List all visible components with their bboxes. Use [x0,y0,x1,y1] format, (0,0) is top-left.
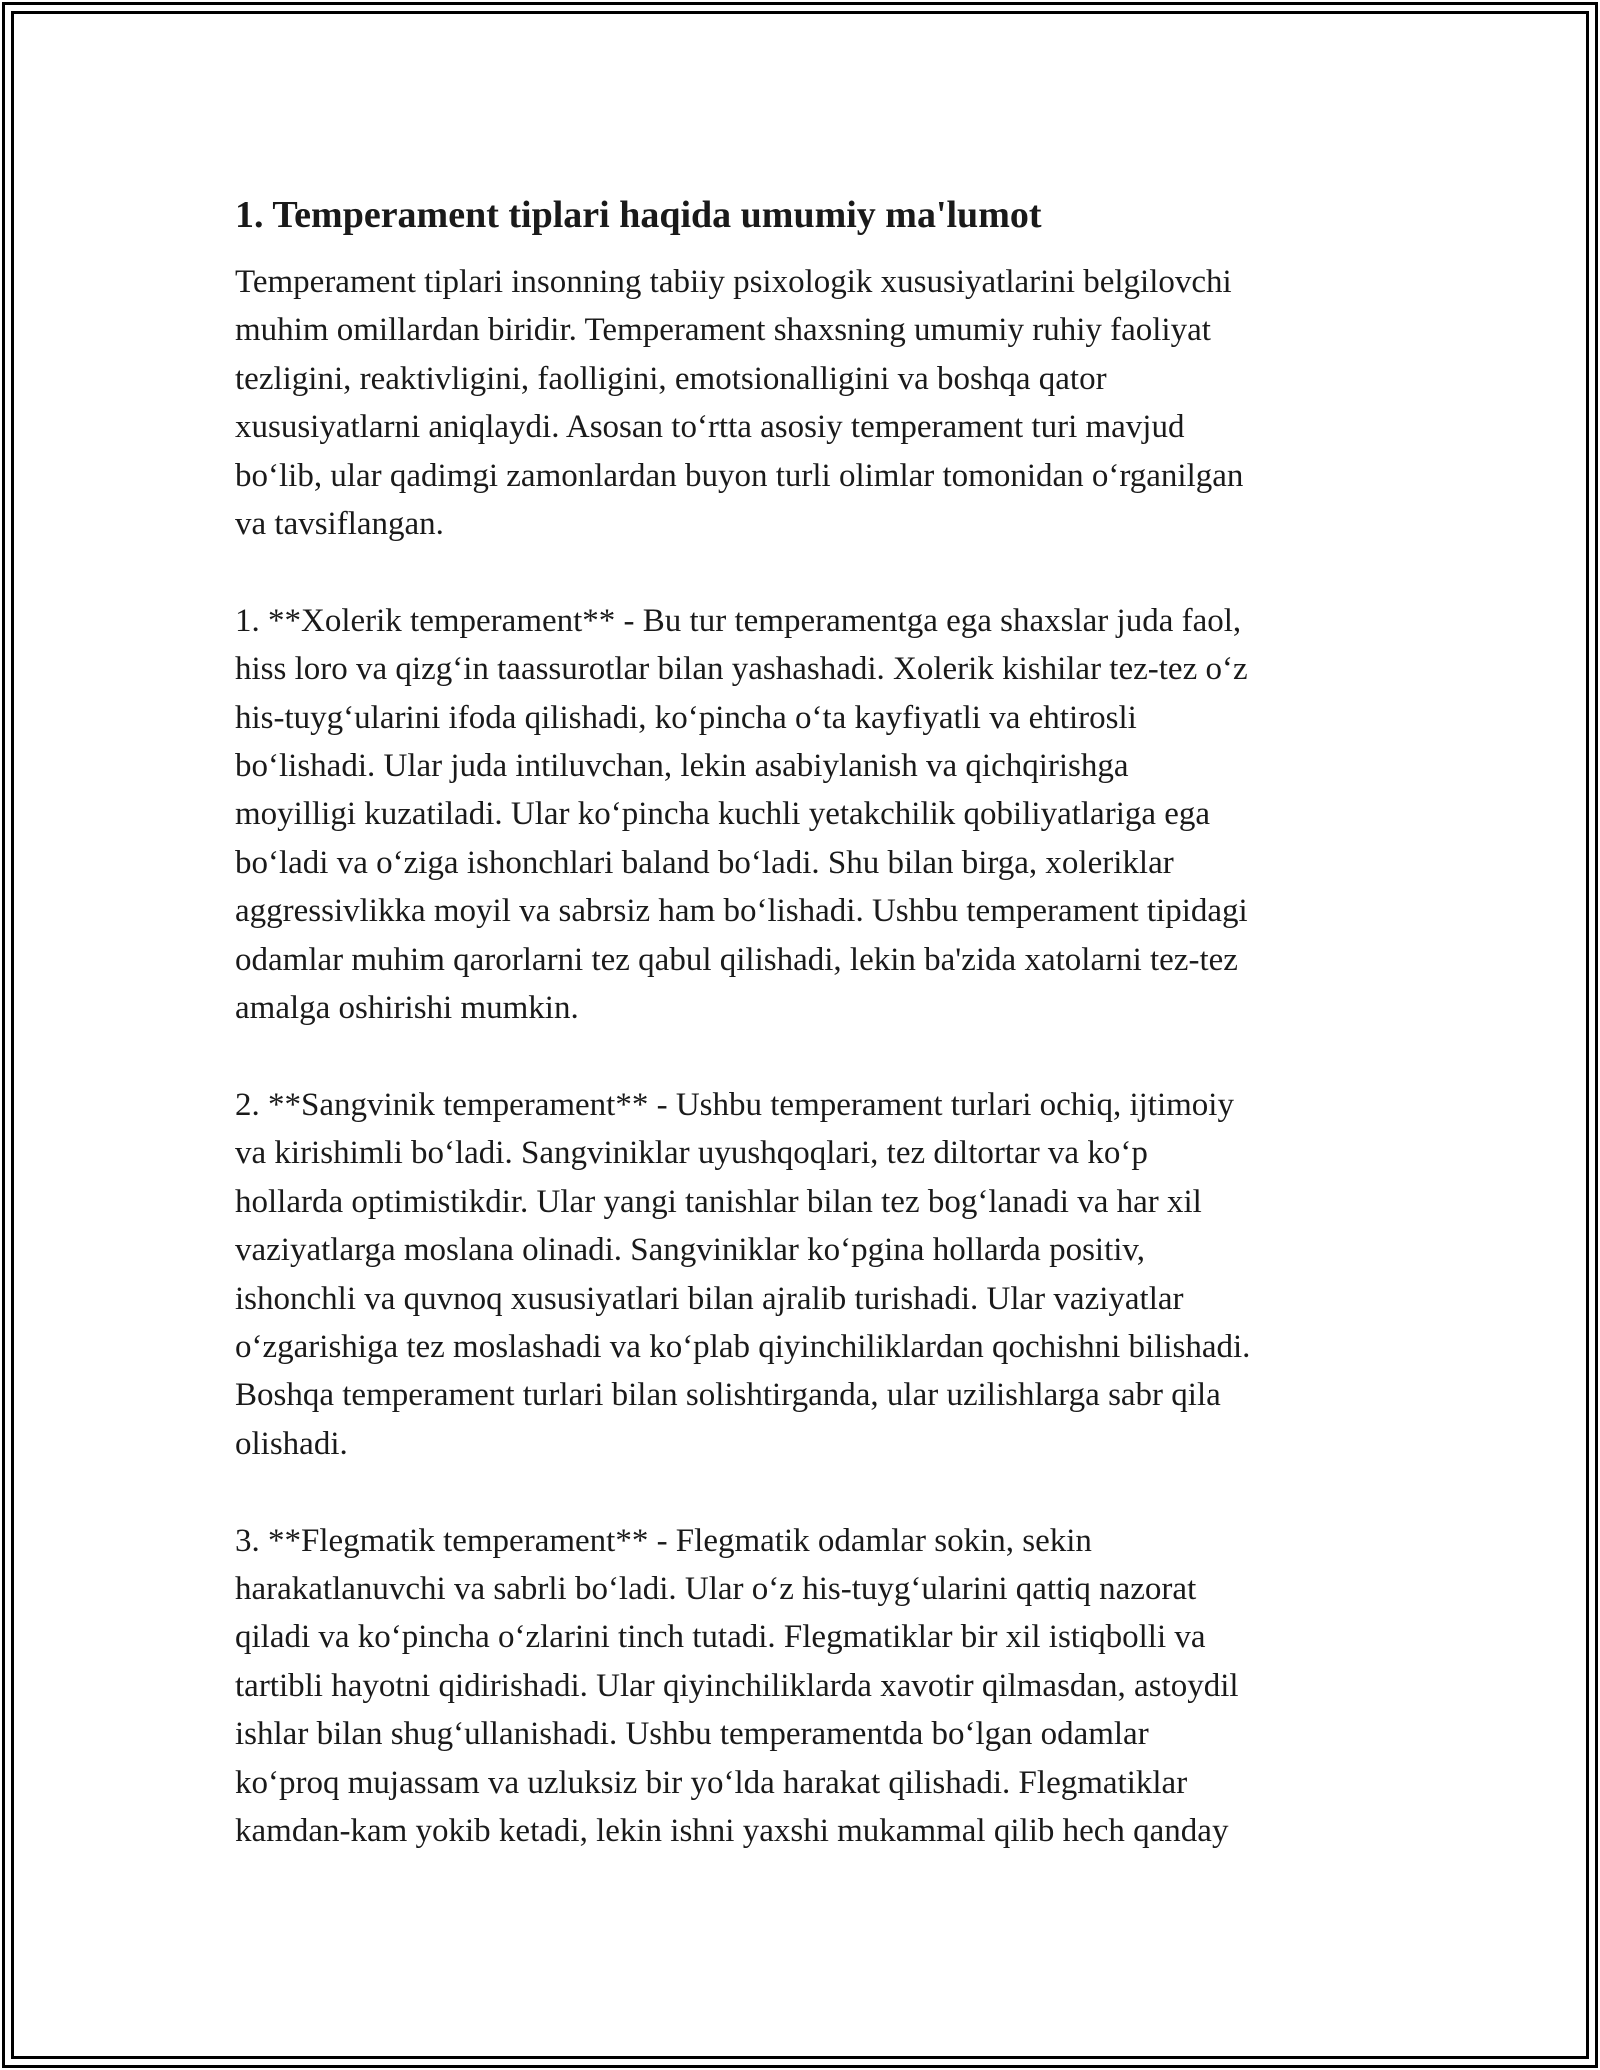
text-line: ishlar bilan shug‘ullanishadi. Ushbu temperamentda bo‘lgan odamlar [235,1716,1149,1753]
paragraph-intro [235,258,1365,548]
text-line: his-tuyg‘ularini ifoda qilishadi, ko‘pincha o‘ta kayfiyatli va ehtirosli [235,699,1137,736]
text-line: ishonchli va quvnoq xususiyatlari bilan ajralib turishadi. Ular vaziyatlar [235,1280,1184,1317]
text-line: kamdan-kam yokib ketadi, lekin ishni yaxshi mukammal qilib hech qanday [235,1812,1229,1849]
text-line: olishadi. [235,1425,348,1462]
text-line: odamlar muhim qarorlarni tez qabul qilishadi, lekin ba'zida xatolarni tez-tez [235,941,1238,978]
paragraph-xolerik [235,597,1365,1033]
text-line: qiladi va ko‘pincha o‘zlarini tinch tutadi. Flegmatiklar bir xil istiqbolli va [235,1619,1206,1656]
text-line: harakatlanuvchi va sabrli bo‘ladi. Ular o‘z his-tuyg‘ularini qattiq nazorat [235,1570,1197,1607]
paragraph-flegmatik [235,1517,1365,1856]
paragraph-spacer [235,548,1365,596]
text-line: 3. **Flegmatik temperament** - Flegmatik odamlar sokin, sekin [235,1522,1092,1559]
text-line: 1. **Xolerik temperament** - Bu tur temperamentga ega shaxslar juda faol, [235,602,1242,639]
text-line: va kirishimli bo‘ladi. Sangviniklar uyushqoqlari, tez diltortar va ko‘p [235,1135,1148,1172]
text-line: vaziyatlarga moslana olinadi. Sangviniklar ko‘pgina hollarda positiv, [235,1232,1146,1269]
text-line: amalga oshirishi mumkin. [235,990,579,1027]
text-line: bo‘lib, ular qadimgi zamonlardan buyon turli olimlar tomonidan o‘rganilgan [235,457,1244,494]
text-line: bo‘lishadi. Ular juda intiluvchan, lekin asabiylanish va qichqirishga [235,748,1129,785]
text-line: xususiyatlarni aniqlaydi. Asosan to‘rtta asosiy temperament turi mavjud [235,409,1185,446]
text-line: hollarda optimistikdir. Ular yangi tanishlar bilan tez bog‘lanadi va har xil [235,1183,1202,1220]
text-line: aggressivlikka moyil va sabrsiz ham bo‘lishadi. Ushbu temperament tipidagi [235,893,1248,930]
text-line: Boshqa temperament turlari bilan solishtirganda, ular uzilishlarga sabr qila [235,1377,1221,1414]
text-line: moyilligi kuzatiladi. Ular ko‘pincha kuchli yetakchilik qobiliyatlariga ega [235,796,1211,833]
text-line: ko‘proq mujassam va uzluksiz bir yo‘lda harakat qilishadi. Flegmatiklar [235,1764,1188,1801]
text-line: hiss loro va qizg‘in taassurotlar bilan yashashadi. Xolerik kishilar tez-tez o‘z [235,651,1248,688]
text-line: va tavsiflangan. [235,506,444,543]
paragraph-spacer [235,1468,1365,1516]
document-page [235,188,1365,1855]
paragraph-spacer [235,1032,1365,1080]
text-line: bo‘ladi va o‘ziga ishonchlari baland bo‘ladi. Shu bilan birga, xoleriklar [235,844,1174,881]
text-line: tezligini, reaktivligini, faolligini, emotsionalligini va boshqa qator [235,360,1107,397]
section-heading: 1. Temperament tiplari haqida umumiy ma'lumot [235,194,1042,236]
text-line: Temperament tiplari insonning tabiiy psixologik xususiyatlarini belgilovchi [235,264,1232,300]
paragraph-sangvinik [235,1081,1365,1468]
text-line: o‘zgarishiga tez moslashadi va ko‘plab qiyinchiliklardan qochishni bilishadi. [235,1328,1251,1365]
text-line: tartibli hayotni qidirishadi. Ular qiyinchiliklarda xavotir qilmasdan, astoydil [235,1667,1239,1704]
text-line: 2. **Sangvinik temperament** - Ushbu temperament turlari ochiq, ijtimoiy [235,1086,1234,1123]
text-line: muhim omillardan biridir. Temperament shaxsning umumiy ruhiy faoliyat [235,312,1211,349]
